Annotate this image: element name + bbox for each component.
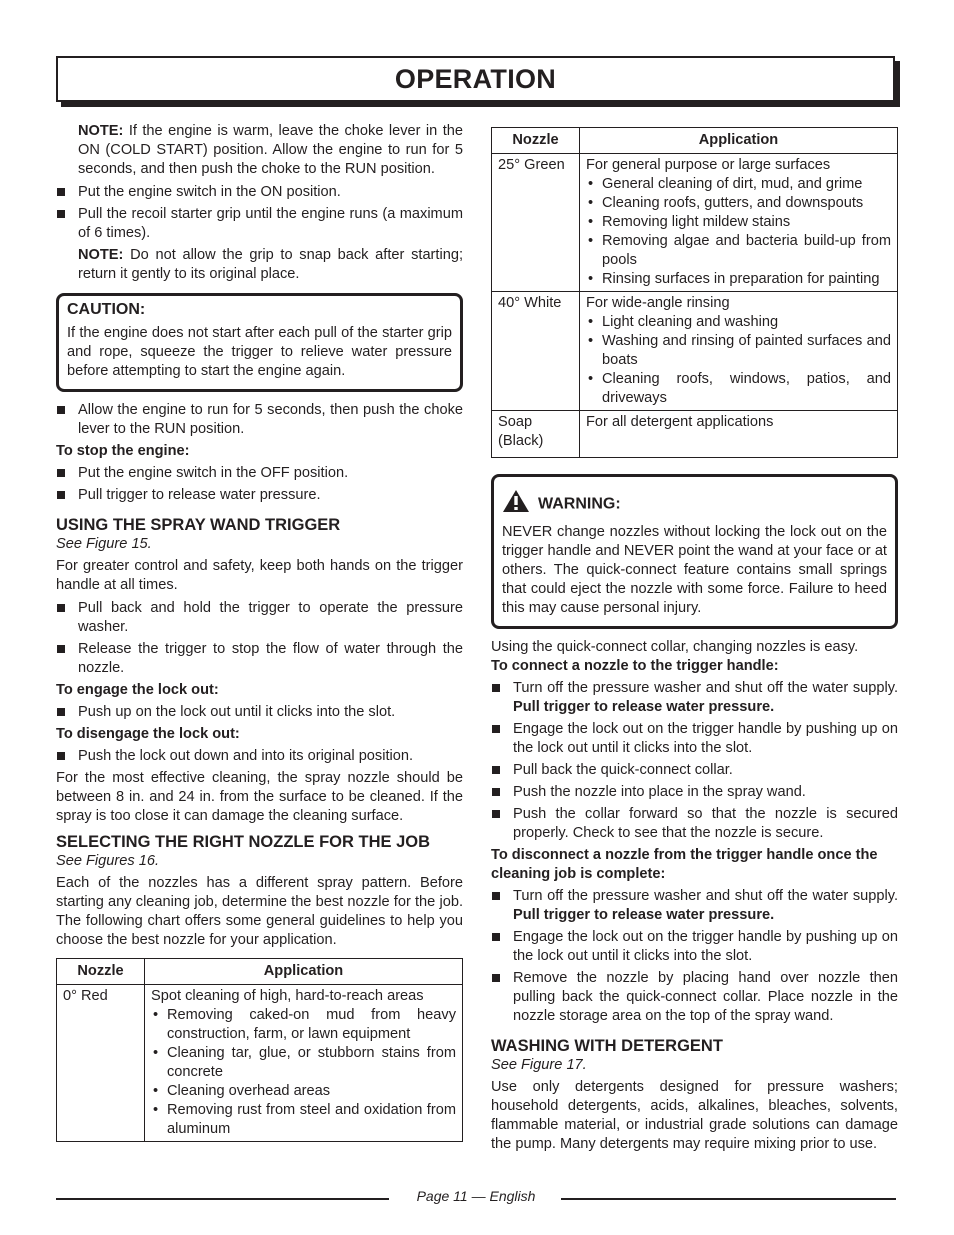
caution-box (56, 293, 463, 392)
table-row (57, 985, 463, 1142)
list-item: Push the nozzle into place in the spray wand. (491, 783, 898, 802)
note-engine-warm: NOTE: If the engine is warm, leave the choke lever in the ON (COLD START) position. Allow the engine to run for 5 seconds, and then push the choke to the RUN position. (78, 123, 463, 177)
caution-title: CAUTION: (67, 301, 146, 318)
spray-see-figure: See Figure 15. (56, 536, 152, 552)
run-step-list (56, 401, 463, 439)
square-bullet-icon (492, 892, 500, 900)
list-item: Release the trigger to stop the flow of water through the nozzle. (56, 640, 463, 678)
list-item: Push up on the lock out until it clicks into the slot. (56, 703, 463, 722)
engage-lockout-heading: To engage the lock out: (56, 682, 219, 698)
nozzle-selection-heading: SELECTING THE RIGHT NOZZLE FOR THE JOB (56, 833, 431, 851)
list-item: Allow the engine to run for 5 seconds, then push the choke lever to the RUN position. (56, 401, 463, 439)
warning-header (502, 489, 887, 520)
list-item: Pull the recoil starter grip until the engine runs (a maximum of 6 times). (56, 205, 463, 243)
table-header: Nozzle (57, 959, 145, 985)
table-header: Nozzle (492, 128, 580, 154)
disengage-lockout-heading: To disengage the lock out: (56, 726, 240, 742)
application-lead: For all detergent applications (586, 414, 774, 430)
nozzle-cell: 25° Green (492, 154, 580, 292)
caution-text: If the engine does not start after each pull of the starter grip and rope, squeeze the trigger to relieve water pressure before attempting to start the engine again. (67, 325, 452, 379)
warning-box (491, 474, 898, 629)
list-item: Put the engine switch in the ON position. (56, 183, 463, 202)
spray-wand-heading: USING THE SPRAY WAND TRIGGER (56, 516, 341, 534)
table-header: Application (145, 959, 463, 985)
square-bullet-icon (57, 406, 65, 414)
square-bullet-icon (492, 810, 500, 818)
square-bullet-icon (57, 469, 65, 477)
page-footer (56, 1187, 896, 1207)
square-bullet-icon (57, 708, 65, 716)
nozzle-table-left (56, 958, 463, 1142)
application-cell (580, 154, 898, 292)
stop-engine-heading: To stop the engine: (56, 443, 190, 459)
list-item: • Removing caked-on mud from heavy construction, farm, or lawn equipment (153, 1007, 456, 1042)
spray-steps-list (56, 599, 463, 678)
nozzle-cell: 0° Red (57, 985, 145, 1142)
list-item: • Removing algae and bacteria build-up from pools (588, 233, 891, 268)
application-cell (145, 985, 463, 1142)
square-bullet-icon (492, 766, 500, 774)
nozzle-see-figure: See Figures 16. (56, 853, 160, 869)
nozzle-table-right (491, 127, 898, 458)
table-row (492, 292, 898, 411)
square-bullet-icon (57, 645, 65, 653)
application-lead: For wide-angle rinsing (586, 295, 730, 311)
disconnect-nozzle-heading: To disconnect a nozzle from the trigger handle once the cleaning job is complete: (491, 847, 878, 882)
list-item: Remove the nozzle by placing hand over nozzle then pulling back the quick-connect collar. Place nozzle in the nozzle storage area on the top of the spray wand. (491, 969, 898, 1026)
application-list (151, 1006, 456, 1139)
disengage-list (56, 747, 463, 766)
warning-text: NEVER change nozzles without locking the lock out on the trigger handle and NEVER point the wand at your face or at others. The quick-connect feature contains small springs that could eject the nozzle with some force. Failure to heed this may cause personal injury. (502, 524, 887, 616)
list-item: • Removing light mildew stains (588, 214, 791, 230)
stop-steps-list (56, 464, 463, 505)
effective-cleaning-text: For the most effective cleaning, the spray nozzle should be between 8 in. and 24 in. from the surface to be cleaned. If the spray is too close it can damage the cleaning surface. (56, 770, 463, 824)
square-bullet-icon (57, 491, 65, 499)
list-item: • Cleaning overhead areas (153, 1083, 331, 1099)
warning-title: WARNING: (538, 495, 621, 513)
table-header: Application (580, 128, 898, 154)
spray-intro: For greater control and safety, keep both hands on the trigger handle at all times. (56, 558, 463, 593)
detergent-heading: WASHING WITH DETERGENT (491, 1037, 723, 1055)
square-bullet-icon (57, 188, 65, 196)
list-item: Turn off the pressure washer and shut off the water supply. Pull trigger to release water pressure. (491, 679, 898, 717)
disconnect-steps-list (491, 887, 898, 1026)
engage-list (56, 703, 463, 722)
list-item: • General cleaning of dirt, mud, and grime (588, 176, 863, 192)
detergent-see-figure: See Figure 17. (491, 1057, 587, 1073)
square-bullet-icon (57, 752, 65, 760)
application-list (586, 313, 891, 408)
footer-rule-right (561, 1198, 896, 1200)
square-bullet-icon (492, 725, 500, 733)
table-row (492, 411, 898, 458)
table-header-row (492, 128, 898, 154)
connect-steps-list (491, 679, 898, 843)
list-item: • Washing and rinsing of painted surfaces and boats (588, 333, 891, 368)
list-item: Push the collar forward so that the nozzle is secured properly. Check to see that the nozzle is secure. (491, 805, 898, 843)
page-title: OPERATION (394, 64, 557, 94)
table-header-row (57, 959, 463, 985)
list-item: Put the engine switch in the OFF position. (56, 464, 463, 483)
application-cell (580, 292, 898, 411)
list-item: Pull back and hold the trigger to operate the pressure washer. (56, 599, 463, 637)
list-item: • Light cleaning and washing (588, 314, 779, 330)
square-bullet-icon (57, 210, 65, 218)
note-grip: NOTE: Do not allow the grip to snap back after starting; return it gently to its original place. (78, 247, 463, 282)
page-title-banner (56, 56, 895, 102)
application-lead: For general purpose or large surfaces (586, 157, 831, 173)
square-bullet-icon (57, 604, 65, 612)
warning-triangle-icon (502, 489, 530, 520)
list-item: Turn off the pressure washer and shut off the water supply. Pull trigger to release water pressure. (491, 887, 898, 925)
list-item: • Rinsing surfaces in preparation for painting (588, 271, 880, 287)
list-item: Pull back the quick-connect collar. (491, 761, 898, 780)
list-item: • Cleaning tar, glue, or stubborn stains from concrete (153, 1045, 456, 1080)
application-list (586, 175, 891, 289)
left-column (56, 122, 463, 1142)
list-item: • Cleaning roofs, windows, patios, and driveways (588, 371, 891, 406)
detergent-text: Use only detergents designed for pressure washers; household detergents, acids, alkalines, bleaches, solvents, flammable material, or industrial grade solutions can damage the pump. Many detergents may require mixing prior to use. (491, 1079, 898, 1152)
square-bullet-icon (492, 788, 500, 796)
table-row (492, 154, 898, 292)
application-cell (580, 411, 898, 458)
square-bullet-icon (492, 684, 500, 692)
square-bullet-icon (492, 974, 500, 982)
list-item: • Cleaning roofs, gutters, and downspouts (588, 195, 864, 211)
application-lead: Spot cleaning of high, hard-to-reach areas (151, 988, 424, 1004)
nozzle-cell: 40° White (492, 292, 580, 411)
connect-nozzle-heading: To connect a nozzle to the trigger handle: (491, 658, 779, 674)
list-item: Push the lock out down and into its original position. (56, 747, 463, 766)
right-column (491, 127, 898, 1158)
page-number: Page 11 — English (416, 1188, 536, 1204)
nozzle-intro: Each of the nozzles has a different spray pattern. Before starting any cleaning job, determine the best nozzle for the job. The following chart offers some general guidelines to help you choose the best nozzle for your application. (56, 875, 463, 948)
list-item: • Removing rust from steel and oxidation from aluminum (153, 1102, 456, 1137)
list-item: Engage the lock out on the trigger handle by pushing up on the lock out until it clicks into the slot. (491, 720, 898, 758)
nozzle-cell: Soap (Black) (492, 411, 580, 458)
start-steps-list (56, 183, 463, 243)
list-item: Engage the lock out on the trigger handle by pushing up on the lock out until it clicks into the slot. (491, 928, 898, 966)
list-item: Pull trigger to release water pressure. (56, 486, 463, 505)
quick-connect-text: Using the quick-connect collar, changing nozzles is easy. (491, 639, 859, 655)
square-bullet-icon (492, 933, 500, 941)
